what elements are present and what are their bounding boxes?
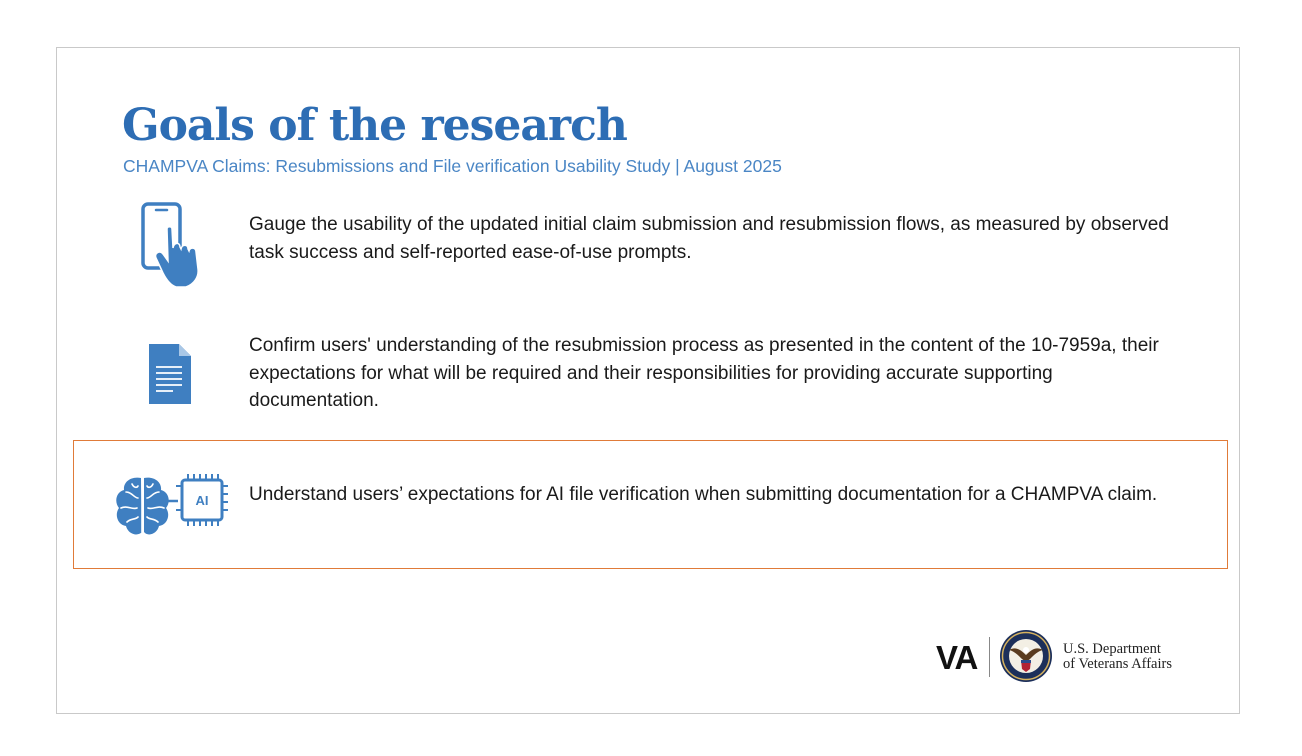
va-mark: VA <box>936 639 978 676</box>
goal-text-resubmission: Confirm users' understanding of the resubmission process as presented in the content of the 10-7959a, their expectations for what will be required and their responsibilities for providing accurate supporting documentation. <box>249 335 1159 411</box>
ai-chip-label: AI <box>195 493 209 508</box>
goal-text-ai-verification: Understand users’ expectations for AI file verification when submitting documentation for a CHAMPVA claim. <box>249 484 1158 505</box>
brain-ai-chip-icon <box>112 472 230 543</box>
logo-divider <box>989 637 990 677</box>
department-line-2: of Veterans Affairs <box>1063 656 1172 672</box>
goal-text-usability: Gauge the usability of the updated initial claim submission and resubmission flows, as measured by observed task success and self-reported ease-of-use prompts. <box>249 214 1169 263</box>
page-title: Goals of the research <box>122 100 627 151</box>
department-name <box>1063 642 1172 672</box>
phone-tap-icon <box>138 201 214 294</box>
document-icon <box>147 342 193 411</box>
department-line-1: U.S. Department <box>1063 641 1161 657</box>
page-subtitle: CHAMPVA Claims: Resubmissions and File verification Usability Study | August 2025 <box>123 156 782 176</box>
va-seal-icon <box>999 629 1053 688</box>
va-logo <box>936 628 1186 686</box>
